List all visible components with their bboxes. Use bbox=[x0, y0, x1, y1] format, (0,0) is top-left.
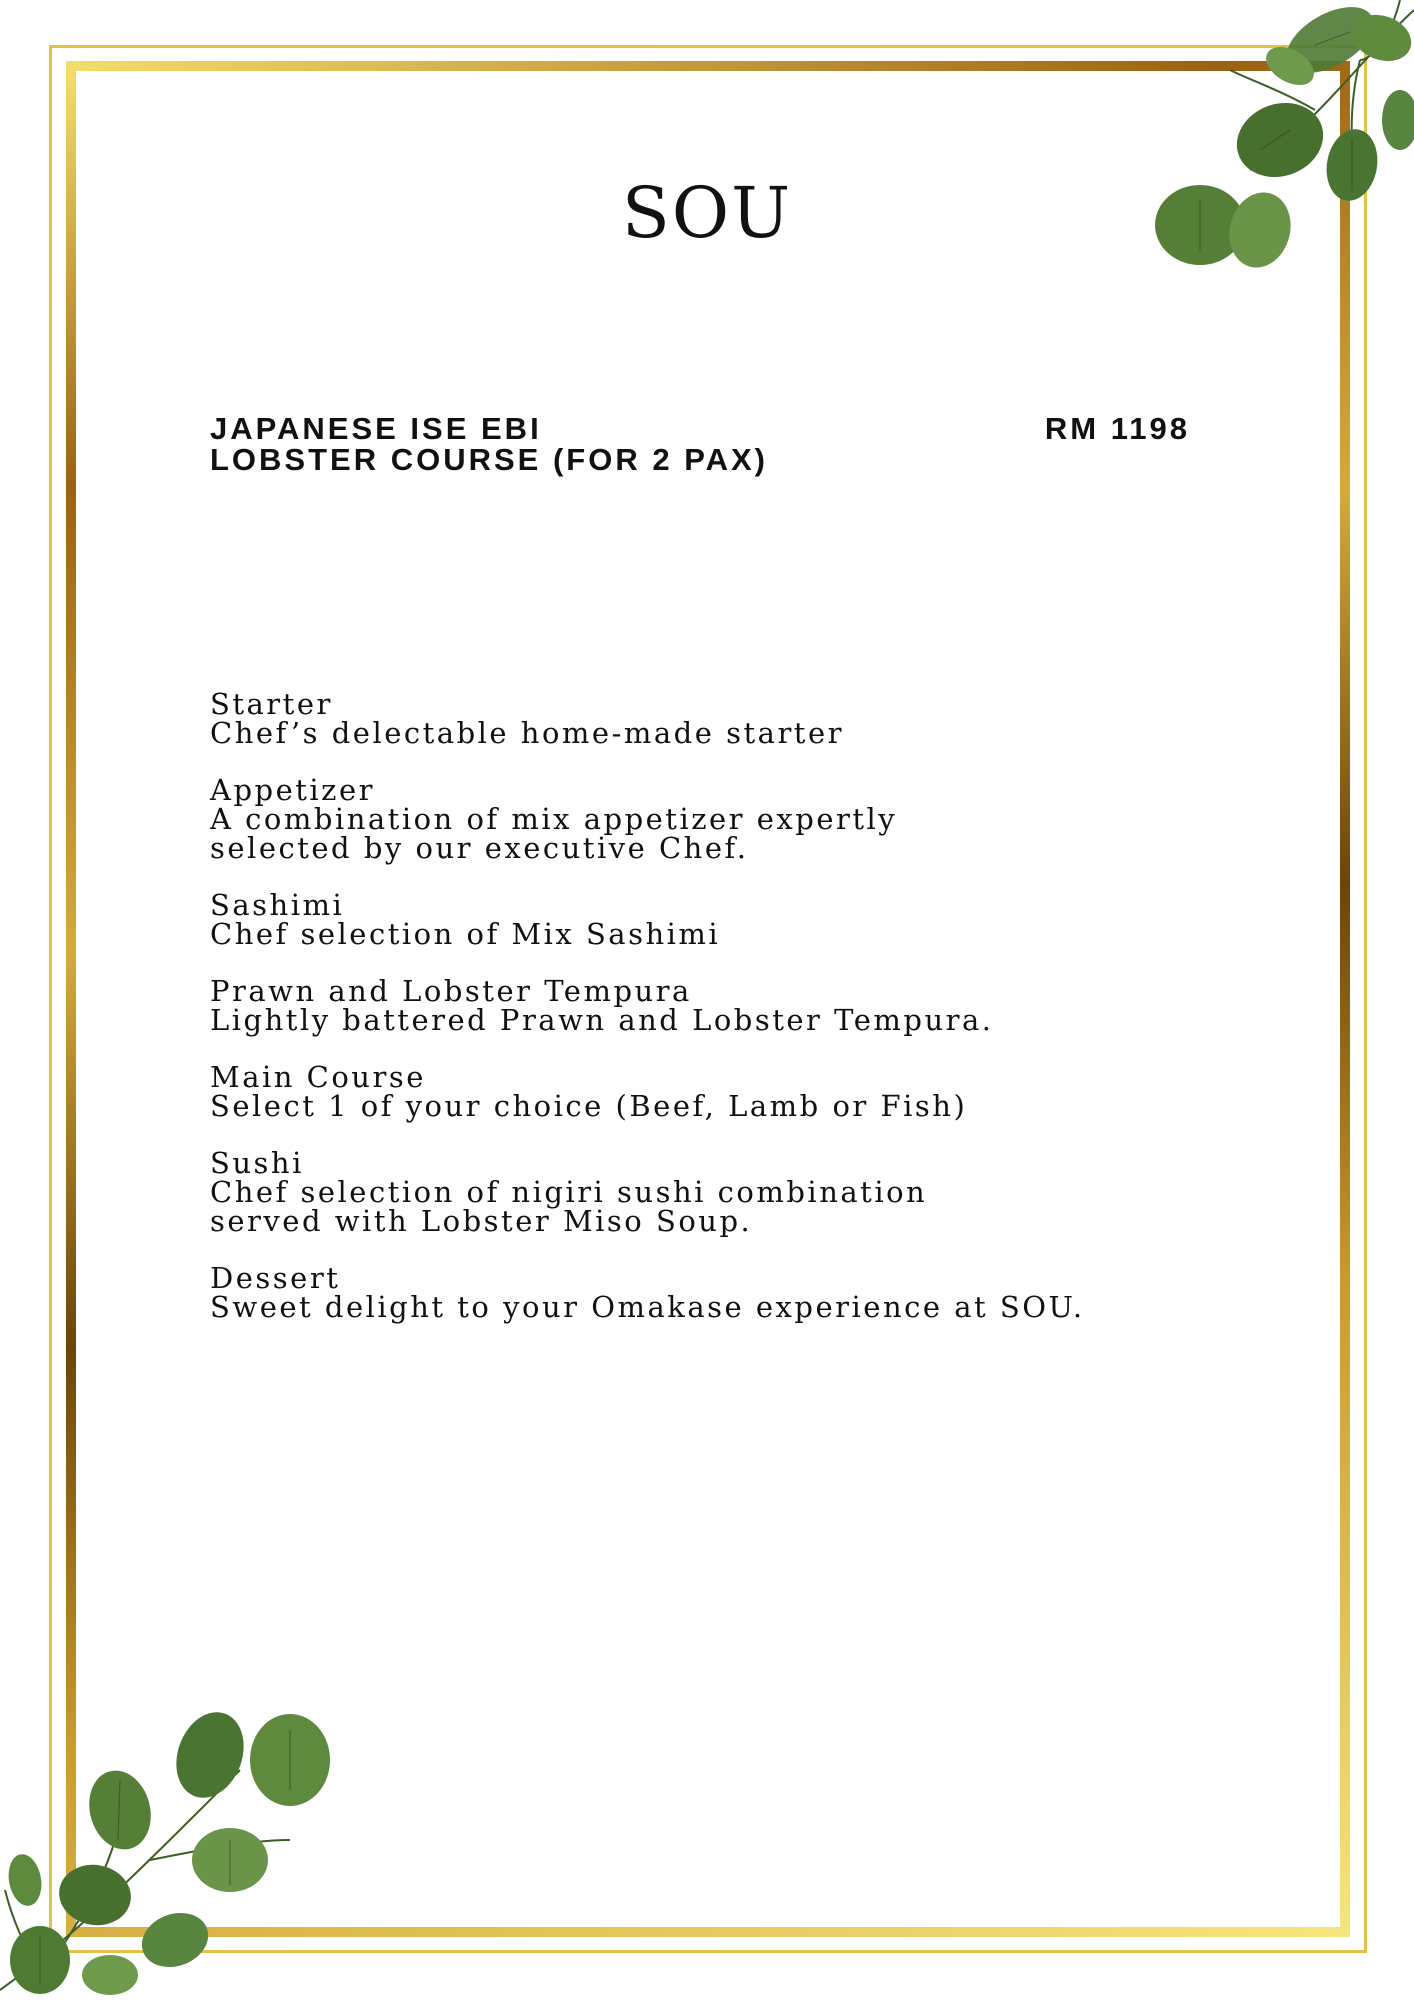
menu-item-appetizer bbox=[210, 773, 1210, 865]
course-header bbox=[210, 413, 1200, 475]
menu-item-main-course bbox=[210, 1060, 1210, 1123]
menu-item-desc: Chef selection of nigiri sushi combination bbox=[210, 1175, 928, 1209]
eucalyptus-leaves-icon bbox=[0, 1690, 350, 2000]
menu-item-desc: A combination of mix appetizer expertly bbox=[210, 802, 898, 836]
menu-item-desc: selected by our executive Chef. bbox=[210, 831, 749, 865]
menu-item-name: Prawn and Lobster Tempura bbox=[210, 974, 692, 1008]
menu-item-name: Starter bbox=[210, 687, 333, 721]
menu-item-name: Sushi bbox=[210, 1146, 304, 1180]
menu-item-name: Sashimi bbox=[210, 888, 345, 922]
menu-item-starter bbox=[210, 687, 1210, 750]
menu-item-dessert bbox=[210, 1261, 1210, 1324]
menu-item-tempura bbox=[210, 974, 1210, 1037]
menu-item-desc: Chef selection of Mix Sashimi bbox=[210, 917, 721, 951]
menu-item-name: Main Course bbox=[210, 1060, 426, 1094]
menu-item-desc: served with Lobster Miso Soup. bbox=[210, 1204, 753, 1238]
menu-item-sushi bbox=[210, 1146, 1210, 1238]
menu-item-name: Appetizer bbox=[210, 773, 375, 807]
course-name-line1: JAPANESE ISE EBI bbox=[210, 411, 542, 446]
course-name-line2: LOBSTER COURSE (FOR 2 PAX) bbox=[210, 442, 768, 477]
restaurant-name: SOU bbox=[621, 172, 793, 254]
course-price: RM 1198 bbox=[1044, 411, 1190, 446]
menu-item-sashimi bbox=[210, 888, 1210, 951]
menu-item-name: Dessert bbox=[210, 1261, 341, 1295]
eucalyptus-leaves-icon bbox=[1120, 0, 1414, 300]
menu-item-desc: Chef’s delectable home-made starter bbox=[210, 716, 844, 750]
menu-item-desc: Lightly battered Prawn and Lobster Tempura. bbox=[210, 1003, 994, 1037]
menu-item-desc: Select 1 of your choice (Beef, Lamb or Fish) bbox=[210, 1089, 968, 1123]
menu-item-desc: Sweet delight to your Omakase experience at SOU. bbox=[210, 1290, 1085, 1324]
menu-list bbox=[210, 687, 1210, 1350]
